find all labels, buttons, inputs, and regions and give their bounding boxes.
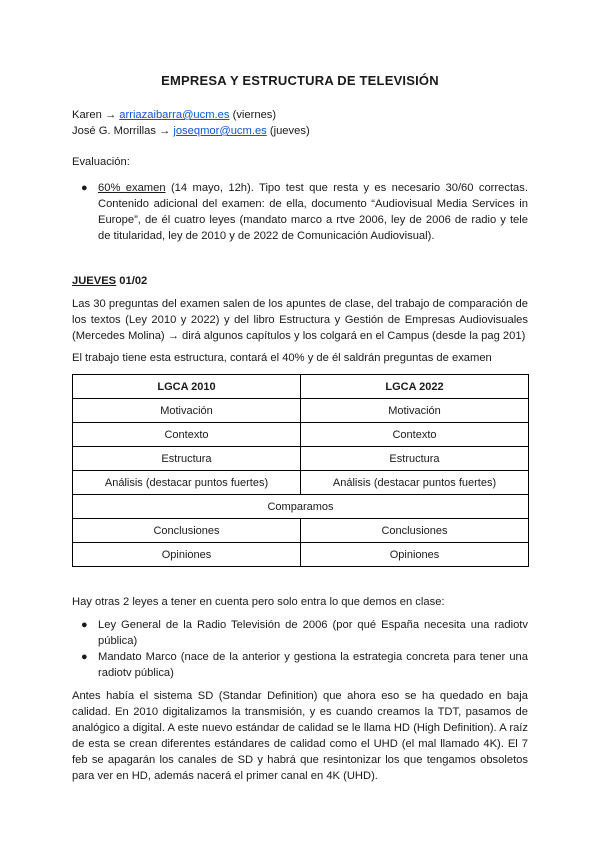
table-cell: Conclusiones [301,519,529,543]
evaluation-list [72,180,528,244]
table-cell: Conclusiones [73,519,301,543]
exam-details: (14 mayo, 12h). Tipo test que resta y es necesario 30/60 correctas. Contenido adicional del examen: de ella, documento “Audiovisual Media Services in Europe”, de él cuatro leyes (mandato marco a rtve 2006, ley de 2006 de radio y tele de titularidad, ley de 2010 y de 2022 de Comunicación Audiovisual). [98,182,528,242]
paragraph-definition-standards: Antes había el sistema SD (Standar Definition) que ahora eso se ha quedado en baja calidad. En 2010 digitalizamos la transmisión, y es cuando creamos la TDT, pasamos de analógico a digital. A este nuevo estándar de calidad se le llama HD (High Definition). A raíz de esta se crean diferentes estándares de calidad como el UHD (el mal llamado 4K). El 7 feb se apagarán los canales de SD y habrá que resintonizar los que tengamos obsoletos para ver en HD, además nacerá el primer canal en 4K (UHD). [72,690,528,782]
contact-karen [72,107,310,123]
paragraph-exam-sources: Las 30 preguntas del examen salen de los apuntes de clase, del trabajo de comparación de los textos (Ley 2010 y 2022) y del libro Estructura y Gestión de Empresas Audiovisuales (Mercedes Molina) → dirá algunos capítulos y los colgará en el Campus (desde la pag 201) [72,298,528,342]
table-cell: Motivación [73,399,301,423]
contact-day: (jueves) [266,125,310,137]
contact-day: (viernes) [229,109,277,121]
law-text: Ley General de la Radio Televisión de 2006 (por qué España necesita una radiotv pública) [98,619,528,647]
table-cell: Motivación [301,399,529,423]
table-cell: Opiniones [301,543,529,567]
document-title: EMPRESA Y ESTRUCTURA DE TELEVISIÓN [161,73,439,88]
paragraph-other-laws: Hay otras 2 leyes a tener en cuenta pero solo entra lo que demos en clase: [72,596,445,608]
comparison-table [72,374,529,567]
table-row [73,543,529,567]
contact-name: Karen → [72,109,120,121]
table-header: LGCA 2022 [301,375,529,399]
evaluation-heading: Evaluación: [72,156,130,168]
table-row [73,519,529,543]
table-cell: Contexto [73,423,301,447]
contact-list [72,107,310,139]
table-cell: Contexto [301,423,529,447]
session-heading [72,273,147,289]
table-row [73,447,529,471]
table-cell: Análisis (destacar puntos fuertes) [73,471,301,495]
bullet-icon: ● [81,619,88,631]
session-day: JUEVES [72,275,117,287]
paragraph-work-structure: El trabajo tiene esta estructura, contará el 40% y de él saldrán preguntas de examen [72,352,492,364]
laws-list [72,617,528,681]
table-cell-merged: Comparamos [73,495,529,519]
table-cell: Opiniones [73,543,301,567]
exam-weight: 60% examen [98,182,166,194]
table-row [73,471,529,495]
email-link[interactable]: joseqmor@ucm.es [173,125,267,137]
list-item [72,180,528,244]
table-row [73,399,529,423]
law-text: Mandato Marco (nace de la anterior y gestiona la estrategia concreta para tener una radiotv pública) [98,651,528,679]
bullet-icon: ● [81,651,88,663]
table-header: LGCA 2010 [73,375,301,399]
table-cell: Estructura [73,447,301,471]
contact-jose [72,123,310,139]
list-item [72,617,528,649]
bullet-icon: ● [81,182,88,194]
table-row [73,423,529,447]
email-link[interactable]: arriazaibarra@ucm.es [119,109,230,121]
contact-name: José G. Morrillas → [72,125,174,137]
table-cell: Estructura [301,447,529,471]
table-cell: Análisis (destacar puntos fuertes) [301,471,529,495]
list-item [72,649,528,681]
table-row-merged [73,495,529,519]
session-date: 01/02 [116,275,148,287]
table-header-row [73,375,529,399]
